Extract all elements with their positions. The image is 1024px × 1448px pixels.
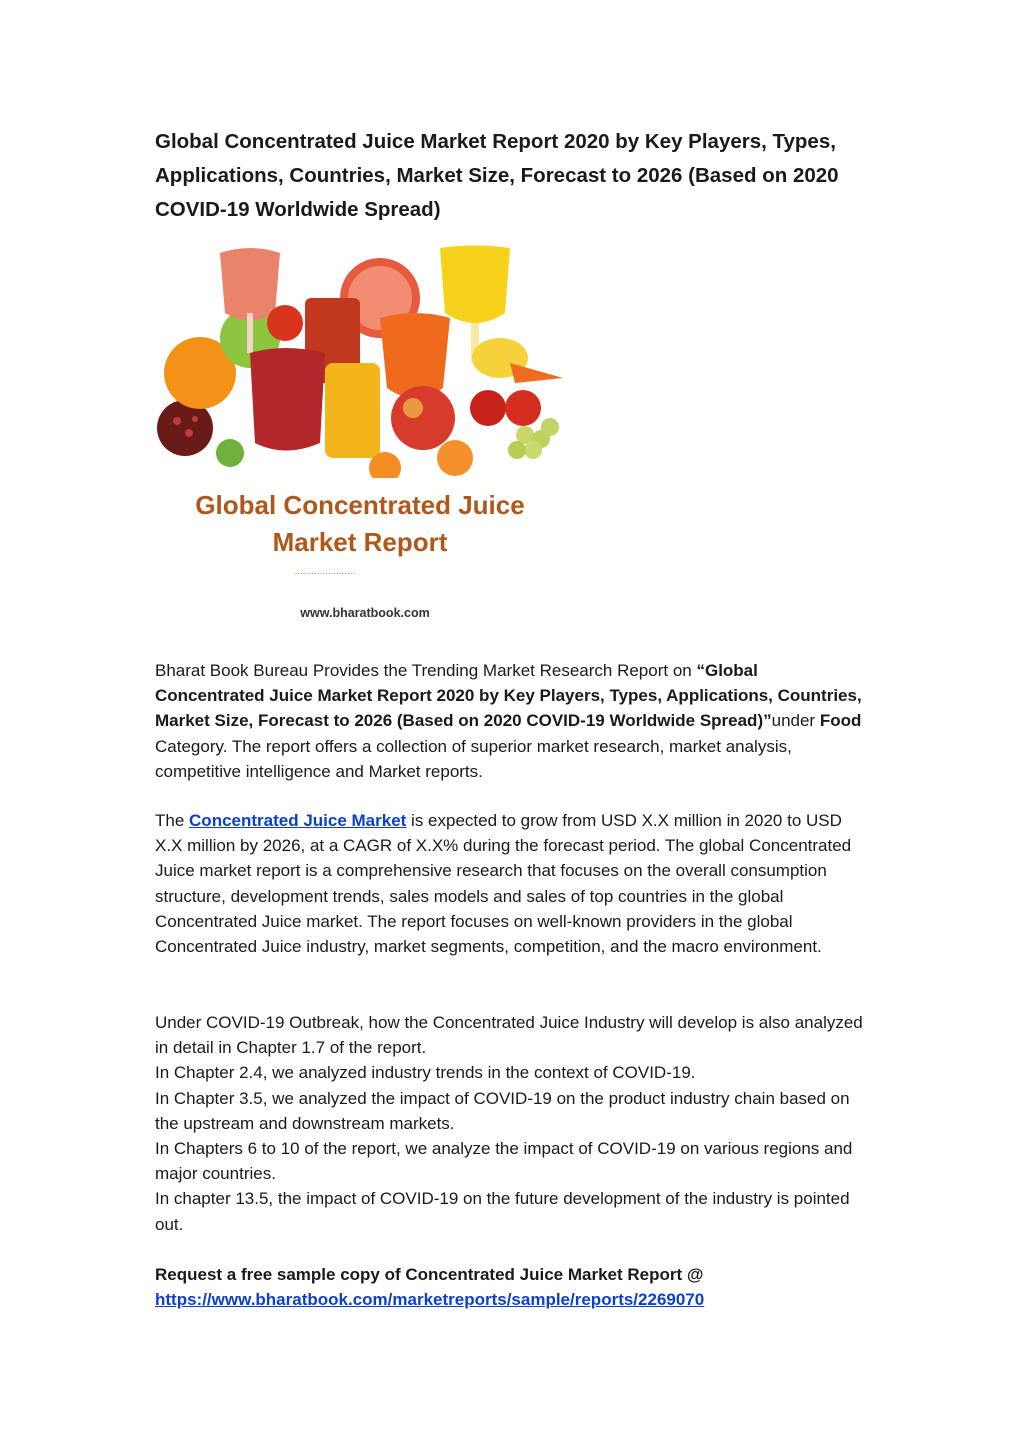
- market-paragraph: [155, 808, 870, 959]
- covid-line-1: Under COVID-19 Outbreak, how the Concentrated Juice Industry will develop is also analyzed in detail in Chapter 1.7 of the report.: [155, 1013, 863, 1058]
- intro-report-title: Global Concentrated Juice Market Report 2020 by Key Players, Types, Applications, Countries, Market Size, Forecast to 2026 (Based on 2020 COVID-19 Worldwide Spread): [155, 661, 862, 731]
- hero-heading-line2: Market Report: [272, 527, 448, 557]
- hero-dots: ......................: [294, 566, 356, 577]
- covid-line-4: In Chapters 6 to 10 of the report, we analyze the impact of COVID-19 on various regions and major countries.: [155, 1139, 853, 1184]
- intro-paragraph: [155, 658, 870, 784]
- covid-line-2: In Chapter 2.4, we analyzed industry trends in the context of COVID-19.: [155, 1063, 696, 1083]
- hero-banner: [155, 243, 565, 628]
- hero-website: www.bharatbook.com: [300, 606, 430, 620]
- request-label: Request a free sample copy of Concentrated Juice Market Report @: [155, 1265, 704, 1284]
- intro-lead: Bharat Book Bureau Provides the Trending Market Research Report on: [155, 661, 697, 680]
- intro-category: Food: [819, 711, 862, 731]
- covid-paragraph: [155, 1010, 870, 1237]
- intro-close-quote: ”: [763, 711, 772, 731]
- covid-line-5: In chapter 13.5, the impact of COVID-19 on the future development of the industry is pointed out.: [155, 1189, 850, 1234]
- hero-heading-line1: Global Concentrated Juice: [195, 490, 525, 520]
- intro-open-quote: “: [696, 661, 705, 680]
- market-body: is expected to grow from USD X.X million in 2020 to USD X.X million by 2026, at a CAGR of X.X% during the forecast period. The global Concentrated Juice market report is a comprehensive research that focuses on the overall consumption structure, development trends, sales models and sales of top countries in the global Concentrated Juice market. The report focuses on well-known providers in the global Concentrated Juice industry, market segments, competition, and the macro environment.: [155, 811, 852, 957]
- covid-line-3: In Chapter 3.5, we analyzed the impact of COVID-19 on the product industry chain based on the upstream and downstream markets.: [155, 1088, 850, 1133]
- intro-rest: Category. The report offers a collection of superior market research, market analysis, competitive intelligence and Market reports.: [155, 736, 792, 781]
- concentrated-juice-market-link[interactable]: Concentrated Juice Market: [189, 811, 407, 830]
- intro-under: under: [771, 711, 820, 731]
- sample-report-link[interactable]: https://www.bharatbook.com/marketreports/sample/reports/2269070: [155, 1290, 705, 1310]
- request-paragraph: [155, 1262, 870, 1312]
- document-title: Global Concentrated Juice Market Report 2020 by Key Players, Types, Applications, Countries, Market Size, Forecast to 2026 (Based on 2020 COVID-19 Worldwide Spread): [155, 130, 839, 221]
- market-prefix: The: [155, 811, 190, 830]
- juice-fruits-illustration: [155, 243, 565, 478]
